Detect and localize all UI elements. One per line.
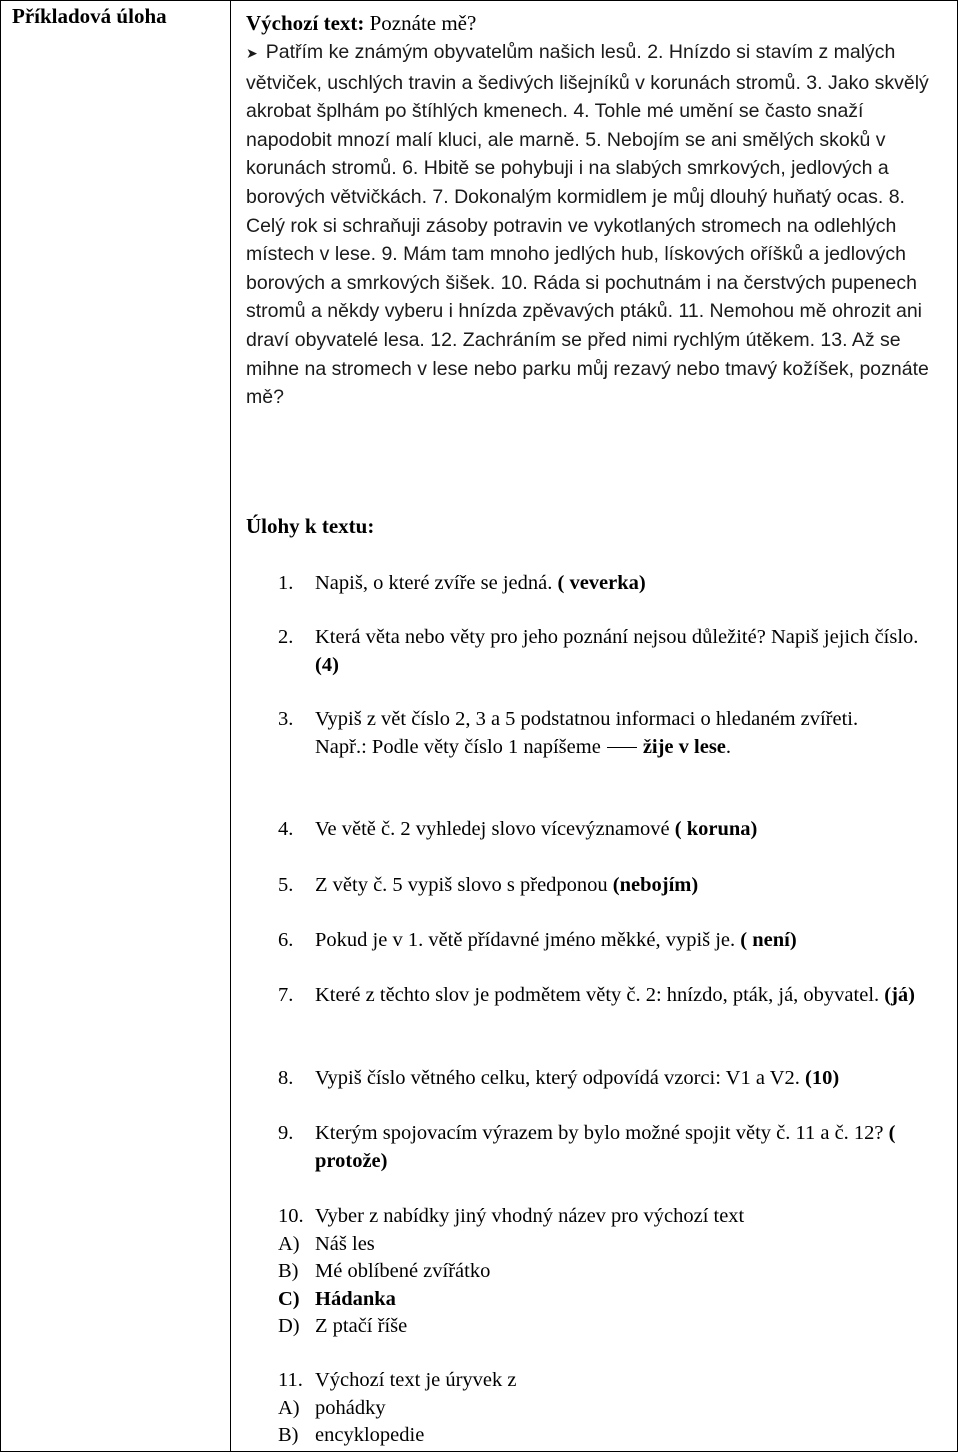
option-a [278, 1231, 938, 1259]
option-text: pohádky [315, 1396, 386, 1419]
source-text-block [246, 10, 946, 412]
task-6 [278, 927, 938, 955]
passage-text: Patřím ke známým obyvatelům našich lesů. 2. Hnízdo si stavím z malých větviček, uschlých travin a šedivých lišejníků v korunách stromů. 3. Jako skvělý akrobat šplhám po štíhlých kmenech. 4. Tohle mé umění se často snaží napodobit mnozí malí kluci, ale marně. 5. Nebojím se ani smělých skoků v korunách stromů. 6. Hbitě se pohybuji i na slabých smrkových, jedlových a borových větvičkách. 7. Dokonalým kormidlem je můj dlouhý huňatý ocas. 8. Celý rok si schraňuji zásoby potravin ve vykotlaných stromech na odlehlých místech v lese. 9. Mám tam mnoho jedlých hub, lískových oříšků a jedlových borových a smrkových šišek. 10. Ráda si pochutnám i na čerstvých pupenech stromů a někdy vyberu i hnízda zpěvavých ptáků. 11. Nemohou mě ohrozit ani draví obyvatelé lesa. 12. Zachráním se před nimi rychlým útěkem. 13. Až se mihne na stromech v lese nebo parku můj rezavý nebo tmavý kožíšek, poznáte mě? [246, 41, 929, 409]
task-text: Pokud je v 1. větě přídavné jméno měkké, vypiš je. [315, 929, 736, 951]
task-text: Kterým spojovacím výrazem by bylo možné spojit věty č. 11 a č. 12? [315, 1122, 884, 1144]
task-2 [278, 624, 938, 679]
task-3 [278, 706, 938, 761]
task-text: Vypiš z vět číslo 2, 3 a 5 podstatnou informaci o hledaném zvířeti. [315, 708, 859, 730]
option-text: Hádanka [315, 1287, 396, 1310]
task-answer: ( není) [740, 929, 797, 951]
source-heading [246, 10, 946, 36]
task-1 [278, 570, 938, 598]
option-letter: C) [278, 1287, 300, 1310]
task-number: 1. [278, 572, 294, 594]
task-example-suffix: . [725, 735, 732, 758]
tasks-title: Úlohy k textu: [246, 514, 375, 538]
task-text: Z věty č. 5 vypiš slovo s předponou [315, 874, 608, 896]
task-4 [278, 816, 938, 844]
task-answer: (10) [805, 1067, 840, 1089]
task-text: Ve větě č. 2 vyhledej slovo vícevýznamové [315, 818, 670, 840]
task-text: Výchozí text je úryvek z [315, 1369, 517, 1391]
source-passage [246, 38, 946, 412]
option-a [278, 1395, 938, 1423]
option-letter: A) [278, 1396, 300, 1419]
option-d [278, 1313, 938, 1341]
task-number: 4. [278, 818, 294, 840]
option-b [278, 1422, 938, 1450]
task-text: Vyber z nabídky jiný vhodný název pro výchozí text [315, 1205, 745, 1227]
option-letter: A) [278, 1232, 300, 1255]
option-text: Mé oblíbené zvířátko [315, 1260, 491, 1282]
task-text: Které z těchto slov je podmětem věty č. 2: hnízdo, pták, já, obyvatel. [315, 984, 880, 1006]
option-letter: B) [278, 1424, 299, 1446]
task-9 [278, 1120, 938, 1175]
task-number: 2. [278, 626, 294, 648]
option-b [278, 1258, 938, 1286]
dash-line [607, 747, 637, 748]
task-answer: (4) [315, 653, 339, 676]
task-number: 10. [278, 1205, 304, 1227]
arrow-bullet-icon: ➤ [246, 46, 258, 62]
column-divider [230, 0, 231, 1452]
task-number: 6. [278, 929, 294, 951]
task-10 [278, 1203, 938, 1341]
task-example: Např.: Podle věty číslo 1 napíšeme [315, 735, 601, 758]
task-number: 11. [278, 1369, 303, 1391]
task-8 [278, 1065, 938, 1093]
task-answer: ( protože) [315, 1122, 896, 1172]
option-letter: D) [278, 1315, 300, 1337]
task-example-answer: žije v lese [642, 735, 726, 758]
option-text: Z ptačí říše [315, 1315, 408, 1337]
task-number: 9. [278, 1122, 294, 1144]
task-number: 7. [278, 984, 294, 1006]
task-answer: ( veverka) [557, 572, 646, 594]
task-answer: ( koruna) [674, 818, 758, 840]
option-text: encyklopedie [315, 1424, 425, 1446]
task-text: Napiš, o které zvíře se jedná. [315, 572, 553, 594]
task-answer: (nebojím) [612, 874, 699, 896]
task-7 [278, 982, 938, 1010]
row-label: Příkladová úloha [12, 4, 167, 28]
task-number: 3. [278, 708, 294, 730]
option-c-correct [278, 1286, 938, 1314]
source-heading-prefix: Výchozí text: [246, 11, 365, 35]
task-number: 5. [278, 874, 294, 896]
task-text: Vypiš číslo větného celku, který odpovídá vzorci: V1 a V2. [315, 1067, 800, 1089]
option-letter: B) [278, 1260, 299, 1282]
source-heading-title: Poznáte mě? [369, 11, 477, 35]
task-answer: (já) [884, 984, 916, 1006]
task-11 [278, 1367, 938, 1450]
task-number: 8. [278, 1067, 294, 1089]
option-text: Náš les [315, 1232, 375, 1255]
task-text: Která věta nebo věty pro jeho poznání nejsou důležité? Napiš jejich číslo. [315, 626, 919, 648]
task-5 [278, 872, 938, 900]
